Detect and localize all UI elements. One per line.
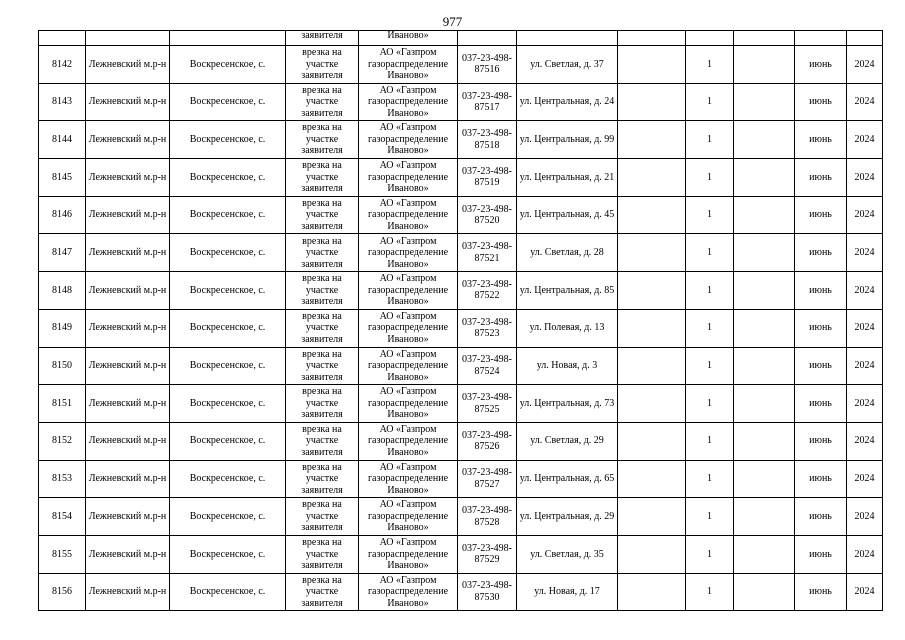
table-row [39,347,883,385]
cell-connection: врезка на участке заявителя [286,422,359,460]
table-row [39,196,883,234]
cell-num: 8144 [39,121,86,159]
cell-district: Лежневский м.р-н [86,422,170,460]
cell-year: 2024 [847,121,883,159]
cell-address [517,31,618,46]
cell-district: Лежневский м.р-н [86,234,170,272]
cell-settlement: Воскресенское, с. [170,46,286,84]
cell-qty: 1 [686,234,734,272]
cell-empty-2 [734,31,795,46]
cell-district: Лежневский м.р-н [86,460,170,498]
cell-address: ул. Светлая, д. 35 [517,535,618,573]
table-row-continued [39,31,883,46]
cell-empty-2 [734,46,795,84]
cell-address: ул. Полевая, д. 13 [517,309,618,347]
cell-code: 037-23-498-87519 [458,159,517,197]
cell-year: 2024 [847,422,883,460]
cell-year: 2024 [847,347,883,385]
cell-month: июнь [795,498,847,536]
cell-month: июнь [795,422,847,460]
cell-settlement [170,31,286,46]
cell-month: июнь [795,121,847,159]
cell-district: Лежневский м.р-н [86,347,170,385]
cell-empty-2 [734,196,795,234]
table-row [39,121,883,159]
cell-code: 037-23-498-87528 [458,498,517,536]
cell-qty: 1 [686,460,734,498]
cell-year: 2024 [847,272,883,310]
cell-month: июнь [795,159,847,197]
cell-operator: АО «Газпром газораспределение Иваново» [359,535,458,573]
cell-connection: врезка на участке заявителя [286,272,359,310]
cell-address: ул. Новая, д. 17 [517,573,618,611]
cell-operator: АО «Газпром газораспределение Иваново» [359,460,458,498]
cell-empty-2 [734,347,795,385]
cell-empty-1 [618,573,686,611]
cell-operator: АО «Газпром газораспределение Иваново» [359,46,458,84]
cell-operator: АО «Газпром газораспределение Иваново» [359,498,458,536]
cell-empty-2 [734,460,795,498]
cell-qty: 1 [686,422,734,460]
cell-num: 8154 [39,498,86,536]
cell-code: 037-23-498-87520 [458,196,517,234]
cell-empty-2 [734,498,795,536]
cell-code: 037-23-498-87516 [458,46,517,84]
cell-connection: врезка на участке заявителя [286,121,359,159]
cell-connection: врезка на участке заявителя [286,498,359,536]
cell-month: июнь [795,46,847,84]
cell-operator: АО «Газпром газораспределение Иваново» [359,573,458,611]
cell-address: ул. Центральная, д. 45 [517,196,618,234]
cell-empty-1 [618,347,686,385]
cell-year: 2024 [847,234,883,272]
cell-connection: врезка на участке заявителя [286,46,359,84]
table-body [39,31,883,611]
cell-empty-1 [618,385,686,423]
cell-address: ул. Центральная, д. 29 [517,498,618,536]
cell-settlement: Воскресенское, с. [170,121,286,159]
cell-num: 8156 [39,573,86,611]
table-row [39,498,883,536]
cell-operator: АО «Газпром газораспределение Иваново» [359,422,458,460]
cell-month: июнь [795,234,847,272]
cell-empty-1 [618,234,686,272]
cell-operator: АО «Газпром газораспределение Иваново» [359,272,458,310]
cell-code: 037-23-498-87525 [458,385,517,423]
cell-empty-1 [618,159,686,197]
cell-district: Лежневский м.р-н [86,272,170,310]
cell-num: 8155 [39,535,86,573]
cell-address: ул. Центральная, д. 21 [517,159,618,197]
cell-connection: врезка на участке заявителя [286,234,359,272]
cell-code: 037-23-498-87530 [458,573,517,611]
cell-address: ул. Светлая, д. 37 [517,46,618,84]
cell-settlement: Воскресенское, с. [170,159,286,197]
cell-settlement: Воскресенское, с. [170,347,286,385]
cell-year [847,31,883,46]
cell-code [458,31,517,46]
cell-code: 037-23-498-87526 [458,422,517,460]
cell-year: 2024 [847,83,883,121]
cell-settlement: Воскресенское, с. [170,385,286,423]
cell-num: 8142 [39,46,86,84]
cell-district: Лежневский м.р-н [86,159,170,197]
cell-empty-1 [618,422,686,460]
cell-empty-1 [618,196,686,234]
cell-num [39,31,86,46]
cell-empty-2 [734,573,795,611]
data-table [38,30,883,611]
cell-settlement: Воскресенское, с. [170,234,286,272]
cell-month: июнь [795,347,847,385]
cell-month: июнь [795,573,847,611]
cell-empty-2 [734,385,795,423]
cell-operator: АО «Газпром газораспределение Иваново» [359,385,458,423]
cell-qty: 1 [686,272,734,310]
cell-year: 2024 [847,309,883,347]
cell-month: июнь [795,272,847,310]
cell-empty-1 [618,309,686,347]
cell-district: Лежневский м.р-н [86,573,170,611]
cell-year: 2024 [847,196,883,234]
cell-empty-2 [734,272,795,310]
cell-empty-1 [618,535,686,573]
cell-empty-2 [734,422,795,460]
cell-settlement: Воскресенское, с. [170,535,286,573]
cell-year: 2024 [847,460,883,498]
cell-settlement: Воскресенское, с. [170,573,286,611]
cell-month: июнь [795,460,847,498]
cell-num: 8143 [39,83,86,121]
cell-num: 8151 [39,385,86,423]
cell-address: ул. Светлая, д. 29 [517,422,618,460]
cell-num: 8152 [39,422,86,460]
cell-num: 8150 [39,347,86,385]
cell-connection: врезка на участке заявителя [286,159,359,197]
cell-qty: 1 [686,46,734,84]
page-number: 977 [442,14,463,29]
cell-district: Лежневский м.р-н [86,309,170,347]
cell-operator: АО «Газпром газораспределение Иваново» [359,83,458,121]
cell-month: июнь [795,535,847,573]
table-row [39,159,883,197]
cell-operator: АО «Газпром газораспределение Иваново» [359,234,458,272]
cell-district: Лежневский м.р-н [86,46,170,84]
cell-num: 8145 [39,159,86,197]
cell-address: ул. Светлая, д. 28 [517,234,618,272]
cell-district: Лежневский м.р-н [86,196,170,234]
cell-code: 037-23-498-87518 [458,121,517,159]
cell-code: 037-23-498-87529 [458,535,517,573]
cell-empty-2 [734,159,795,197]
cell-empty-2 [734,234,795,272]
cell-empty-1 [618,460,686,498]
table-row [39,573,883,611]
cell-month [795,31,847,46]
cell-qty: 1 [686,573,734,611]
cell-operator: Иваново» [359,31,458,46]
cell-month: июнь [795,196,847,234]
cell-settlement: Воскресенское, с. [170,422,286,460]
cell-empty-2 [734,83,795,121]
cell-connection: врезка на участке заявителя [286,385,359,423]
cell-address: ул. Центральная, д. 85 [517,272,618,310]
cell-code: 037-23-498-87524 [458,347,517,385]
cell-empty-2 [734,535,795,573]
cell-address: ул. Центральная, д. 65 [517,460,618,498]
cell-year: 2024 [847,46,883,84]
cell-code: 037-23-498-87517 [458,83,517,121]
cell-operator: АО «Газпром газораспределение Иваново» [359,121,458,159]
cell-year: 2024 [847,535,883,573]
cell-qty: 1 [686,498,734,536]
cell-district: Лежневский м.р-н [86,385,170,423]
cell-operator: АО «Газпром газораспределение Иваново» [359,159,458,197]
cell-district: Лежневский м.р-н [86,121,170,159]
cell-year: 2024 [847,498,883,536]
cell-qty: 1 [686,309,734,347]
table-row [39,272,883,310]
cell-month: июнь [795,309,847,347]
table-row [39,535,883,573]
cell-code: 037-23-498-87521 [458,234,517,272]
cell-qty: 1 [686,83,734,121]
table-row [39,234,883,272]
cell-connection: врезка на участке заявителя [286,573,359,611]
cell-empty-1 [618,46,686,84]
cell-empty-2 [734,309,795,347]
cell-year: 2024 [847,385,883,423]
cell-code: 037-23-498-87523 [458,309,517,347]
cell-qty: 1 [686,535,734,573]
cell-address: ул. Центральная, д. 73 [517,385,618,423]
cell-qty: 1 [686,159,734,197]
cell-operator: АО «Газпром газораспределение Иваново» [359,196,458,234]
cell-num: 8146 [39,196,86,234]
cell-empty-1 [618,83,686,121]
cell-connection: врезка на участке заявителя [286,460,359,498]
cell-address: ул. Новая, д. 3 [517,347,618,385]
cell-year: 2024 [847,573,883,611]
cell-code: 037-23-498-87522 [458,272,517,310]
cell-district [86,31,170,46]
cell-connection: врезка на участке заявителя [286,309,359,347]
cell-connection: врезка на участке заявителя [286,535,359,573]
cell-operator: АО «Газпром газораспределение Иваново» [359,347,458,385]
cell-connection: врезка на участке заявителя [286,83,359,121]
cell-connection: врезка на участке заявителя [286,347,359,385]
cell-connection: врезка на участке заявителя [286,196,359,234]
table-row [39,309,883,347]
cell-address: ул. Центральная, д. 99 [517,121,618,159]
cell-month: июнь [795,385,847,423]
cell-settlement: Воскресенское, с. [170,272,286,310]
cell-district: Лежневский м.р-н [86,535,170,573]
cell-settlement: Воскресенское, с. [170,460,286,498]
cell-num: 8147 [39,234,86,272]
cell-empty-2 [734,121,795,159]
cell-qty: 1 [686,347,734,385]
cell-qty: 1 [686,121,734,159]
table-row [39,83,883,121]
cell-empty-1 [618,121,686,159]
cell-empty-1 [618,31,686,46]
table-row [39,460,883,498]
table-row [39,385,883,423]
cell-code: 037-23-498-87527 [458,460,517,498]
cell-qty: 1 [686,196,734,234]
cell-num: 8149 [39,309,86,347]
cell-num: 8148 [39,272,86,310]
cell-settlement: Воскресенское, с. [170,309,286,347]
cell-qty: 1 [686,385,734,423]
cell-num: 8153 [39,460,86,498]
cell-settlement: Воскресенское, с. [170,498,286,536]
table-row [39,422,883,460]
cell-year: 2024 [847,159,883,197]
cell-empty-1 [618,498,686,536]
table-row [39,46,883,84]
cell-operator: АО «Газпром газораспределение Иваново» [359,309,458,347]
cell-qty [686,31,734,46]
cell-settlement: Воскресенское, с. [170,196,286,234]
cell-district: Лежневский м.р-н [86,83,170,121]
cell-connection: заявителя [286,31,359,46]
cell-address: ул. Центральная, д. 24 [517,83,618,121]
cell-district: Лежневский м.р-н [86,498,170,536]
cell-settlement: Воскресенское, с. [170,83,286,121]
cell-month: июнь [795,83,847,121]
cell-empty-1 [618,272,686,310]
